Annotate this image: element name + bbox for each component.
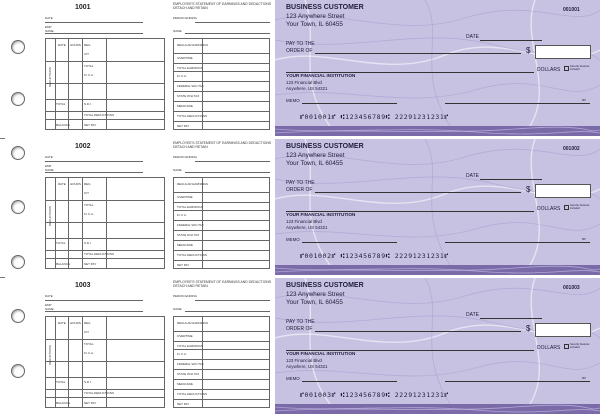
- state-label: STATE W/H TAX: [177, 372, 200, 376]
- medicare-label: MEDICARE: [177, 243, 193, 247]
- overtime-label: OVERTIME: [177, 195, 193, 199]
- padlock-icon: [564, 66, 569, 71]
- total-label: TOTAL: [84, 64, 94, 68]
- check-number: 001003: [563, 285, 580, 291]
- stub-number: 1001: [75, 4, 91, 11]
- amount-field[interactable]: [535, 45, 591, 59]
- overtime-label: OVERTIME: [177, 56, 193, 60]
- net-pay-label: NET PAY: [177, 124, 190, 128]
- business-address-line1: 123 Anywhere Street: [286, 291, 345, 298]
- form-line: [195, 300, 270, 301]
- grid-divider: [46, 222, 164, 223]
- grid-divider: [46, 389, 164, 390]
- perforation-band: [275, 265, 600, 275]
- perforation-mark: [0, 277, 5, 278]
- grid-divider: [174, 91, 269, 92]
- grid-divider: [82, 178, 83, 268]
- form-line: [195, 22, 270, 23]
- grid-divider: [174, 379, 269, 380]
- grid-divider: [46, 258, 164, 259]
- fica-label: F.I.C.A.: [84, 212, 94, 216]
- total-deductions-label: TOTAL DEDUCTIONS: [84, 391, 114, 395]
- grid-divider: [174, 369, 269, 370]
- emp-label: EMP: [45, 303, 52, 307]
- grid-divider: [174, 220, 269, 221]
- security-features-text: Security features included: [570, 204, 590, 210]
- net-pay-label: NET PAY: [84, 123, 97, 127]
- date-field[interactable]: [480, 40, 542, 41]
- regular-earnings-label: REGULAR EARNINGS: [177, 43, 209, 47]
- form-line: [45, 33, 143, 34]
- dollar-sign: $: [526, 46, 531, 55]
- earnings-grid: [45, 177, 165, 269]
- total-label: TOTAL: [84, 203, 94, 207]
- ot-label: O/T: [84, 330, 89, 334]
- net-pay-label: NET PAY: [177, 263, 190, 267]
- total-earnings-label: TOTAL EARNINGS: [177, 66, 203, 70]
- business-name: BUSINESS CUSTOMER: [286, 282, 364, 289]
- dollars-label: DOLLARS: [537, 345, 561, 351]
- total-earnings-label: TOTAL EARNINGS: [177, 344, 203, 348]
- band-texture: [275, 265, 600, 275]
- pay-to-label: PAY TO THE: [286, 319, 315, 325]
- date-label: DATE: [45, 16, 53, 20]
- order-of-label: ORDER OF: [286, 326, 313, 332]
- sdi-label: S.D.I.: [84, 380, 92, 384]
- bank-address-line1: 123 Financial Blvd: [286, 80, 322, 85]
- signature-field[interactable]: [445, 242, 590, 243]
- micr-line: ⑈001002⑈ ⑆123456789⑆ 22291231231⑈: [300, 252, 449, 260]
- business-name: BUSINESS CUSTOMER: [286, 4, 364, 11]
- hours-label: HOURS: [70, 321, 81, 325]
- deductions-grid: [173, 38, 270, 130]
- stub-title: EMPLOYEE'S STATEMENT OF EARNINGS AND DEDUCTIONS DETACH AND RETAIN: [173, 141, 272, 149]
- dollar-sign: $: [526, 185, 531, 194]
- mp-label: MP: [582, 99, 586, 102]
- total-label: TOTAL: [56, 102, 66, 106]
- total-label: TOTAL: [84, 342, 94, 346]
- hours-label: HOURS: [70, 43, 81, 47]
- bank-address-line1: 123 Financial Blvd: [286, 358, 322, 363]
- rate-label: RATE: [58, 43, 66, 47]
- business-address-line1: 123 Anywhere Street: [286, 152, 345, 159]
- grid-divider: [174, 389, 269, 390]
- net-pay-label: NET PAY: [177, 402, 190, 406]
- name-label: NAME: [45, 168, 54, 172]
- grid-divider: [174, 192, 269, 193]
- order-of-label: ORDER OF: [286, 48, 313, 54]
- perforation-band: [275, 126, 600, 136]
- grid-divider: [55, 39, 56, 129]
- balance-label: BALANCE: [56, 123, 71, 127]
- medicare-label: MEDICARE: [177, 382, 193, 386]
- business-address-line2: Your Town, IL 60455: [286, 21, 343, 28]
- grid-divider: [174, 210, 269, 211]
- security-features-text: Security features included: [570, 343, 590, 349]
- bank-address-line2: Anywhere, US 54321: [286, 225, 328, 230]
- dollars-label: DOLLARS: [537, 67, 561, 73]
- grid-divider: [46, 250, 164, 251]
- state-label: STATE W/H TAX: [177, 94, 200, 98]
- name-label: NAME: [45, 307, 54, 311]
- ot-label: O/T: [84, 191, 89, 195]
- period-ending-label: PERIOD ENDING: [173, 155, 198, 159]
- total-label: TOTAL: [56, 380, 66, 384]
- form-line: [45, 22, 143, 23]
- grid-divider: [46, 361, 164, 362]
- grid-divider: [55, 178, 56, 268]
- emp-label: EMP: [45, 25, 52, 29]
- fica-label: F.I.C.A.: [177, 352, 187, 356]
- total-deductions-label: TOTAL DEDUCTIONS: [177, 392, 207, 396]
- bank-address-line1: 123 Financial Blvd: [286, 219, 322, 224]
- grid-divider: [174, 53, 269, 54]
- dollars-label: DOLLARS: [537, 206, 561, 212]
- grid-divider: [174, 101, 269, 102]
- binder-hole-icon: [11, 40, 25, 54]
- form-line: [45, 172, 143, 173]
- order-of-label: ORDER OF: [286, 187, 313, 193]
- business-name: BUSINESS CUSTOMER: [286, 143, 364, 150]
- micr-line: ⑈001001⑈ ⑆123456789⑆ 22291231231⑈: [300, 113, 449, 121]
- payee-field[interactable]: [315, 53, 521, 54]
- date-field[interactable]: [480, 179, 542, 180]
- net-pay-label: NET PAY: [84, 401, 97, 405]
- form-line: [45, 311, 143, 312]
- deductions-vertical-label: DEDUCTIONS: [48, 345, 52, 365]
- grid-divider: [174, 63, 269, 64]
- business-address-line2: Your Town, IL 60455: [286, 160, 343, 167]
- federal-label: FEDERAL W/H TAX: [177, 362, 204, 366]
- sdi-label: S.D.I.: [84, 241, 92, 245]
- security-features-text: Security features included: [570, 65, 590, 71]
- form-line: [185, 311, 270, 312]
- amount-field[interactable]: [535, 184, 591, 198]
- rate-label: RATE: [58, 182, 66, 186]
- amount-field[interactable]: [535, 323, 591, 337]
- grid-divider: [68, 317, 69, 407]
- hours-label: HOURS: [70, 182, 81, 186]
- memo-label: MEMO: [286, 376, 300, 381]
- grid-divider: [174, 331, 269, 332]
- grid-divider: [46, 119, 164, 120]
- mp-label: MP: [582, 377, 586, 380]
- band-texture: [275, 126, 600, 136]
- padlock-icon: [564, 344, 569, 349]
- binder-hole-icon: [11, 255, 25, 269]
- reg-label: REG: [84, 321, 91, 325]
- binder-hole-icon: [11, 92, 25, 106]
- total-deductions-label: TOTAL DEDUCTIONS: [177, 253, 207, 257]
- grid-divider: [55, 317, 56, 407]
- name-label: NAME: [173, 29, 182, 33]
- form-line: [195, 161, 270, 162]
- grid-divider: [174, 121, 269, 122]
- bank-address-line2: Anywhere, US 54321: [286, 86, 328, 91]
- federal-label: FEDERAL W/H TAX: [177, 223, 204, 227]
- deductions-grid: [173, 316, 270, 408]
- grid-divider: [174, 341, 269, 342]
- balance-label: BALANCE: [56, 262, 71, 266]
- micr-line: ⑈001003⑈ ⑆123456789⑆ 22291231231⑈: [300, 391, 449, 399]
- signature-field[interactable]: [445, 381, 590, 382]
- band-texture: [275, 404, 600, 414]
- grid-divider: [68, 178, 69, 268]
- ot-label: O/T: [84, 52, 89, 56]
- perforation-mark: [0, 138, 5, 139]
- grid-divider: [46, 61, 164, 62]
- form-line: [185, 172, 270, 173]
- grid-divider: [174, 81, 269, 82]
- date-label: DATE: [466, 173, 479, 179]
- form-line: [185, 33, 270, 34]
- business-address-line2: Your Town, IL 60455: [286, 299, 343, 306]
- grid-divider: [174, 359, 269, 360]
- earnings-grid: [45, 38, 165, 130]
- grid-divider: [174, 399, 269, 400]
- earnings-grid: [45, 316, 165, 408]
- grid-divider: [46, 99, 164, 100]
- grid-divider: [46, 339, 164, 340]
- overtime-label: OVERTIME: [177, 334, 193, 338]
- memo-field[interactable]: [302, 381, 397, 382]
- business-address-line1: 123 Anywhere Street: [286, 13, 345, 20]
- deductions-vertical-label: DEDUCTIONS: [48, 67, 52, 87]
- grid-divider: [46, 83, 164, 84]
- rate-label: RATE: [58, 321, 66, 325]
- total-deductions-label: TOTAL DEDUCTIONS: [84, 252, 114, 256]
- perforation-band: [275, 404, 600, 414]
- grid-divider: [46, 111, 164, 112]
- grid-divider: [68, 39, 69, 129]
- check-number: 001002: [563, 146, 580, 152]
- check: [275, 278, 600, 404]
- check-number: 001001: [563, 7, 580, 13]
- fica-label: F.I.C.A.: [177, 74, 187, 78]
- grid-divider: [174, 349, 269, 350]
- pay-to-label: PAY TO THE: [286, 180, 315, 186]
- fica-label: F.I.C.A.: [84, 73, 94, 77]
- reg-label: REG: [84, 182, 91, 186]
- total-label: TOTAL: [56, 241, 66, 245]
- state-label: STATE W/H TAX: [177, 233, 200, 237]
- payee-field[interactable]: [315, 331, 521, 332]
- dollar-sign: $: [526, 324, 531, 333]
- signature-field[interactable]: [445, 103, 590, 104]
- bank-name: YOUR FINANCIAL INSTITUTION: [286, 212, 356, 217]
- grid-divider: [174, 71, 269, 72]
- date-label: DATE: [45, 155, 53, 159]
- grid-divider: [46, 377, 164, 378]
- payee-field[interactable]: [315, 192, 521, 193]
- name-label: NAME: [173, 168, 182, 172]
- total-deductions-label: TOTAL DEDUCTIONS: [177, 114, 207, 118]
- binder-hole-icon: [11, 309, 25, 323]
- fica-label: F.I.C.A.: [84, 351, 94, 355]
- grid-divider: [174, 230, 269, 231]
- stub-number: 1002: [75, 143, 91, 150]
- total-deductions-label: TOTAL DEDUCTIONS: [84, 113, 114, 117]
- regular-earnings-label: REGULAR EARNINGS: [177, 182, 209, 186]
- grid-divider: [174, 202, 269, 203]
- reg-label: REG: [84, 43, 91, 47]
- check: [275, 139, 600, 265]
- grid-divider: [46, 200, 164, 201]
- mp-label: MP: [582, 238, 586, 241]
- earnings-stub: [30, 139, 273, 269]
- bank-address-line2: Anywhere, US 54321: [286, 364, 328, 369]
- grid-divider: [174, 111, 269, 112]
- grid-divider: [46, 238, 164, 239]
- emp-label: EMP: [45, 164, 52, 168]
- fica-label: F.I.C.A.: [177, 213, 187, 217]
- earnings-stub: [30, 278, 273, 408]
- net-pay-label: NET PAY: [84, 262, 97, 266]
- period-ending-label: PERIOD ENDING: [173, 16, 198, 20]
- medicare-label: MEDICARE: [177, 104, 193, 108]
- name-label: NAME: [45, 29, 54, 33]
- binder-hole-icon: [11, 200, 25, 214]
- period-ending-label: PERIOD ENDING: [173, 294, 198, 298]
- date-label: DATE: [45, 294, 53, 298]
- sdi-label: S.D.I.: [84, 102, 92, 106]
- date-label: DATE: [466, 34, 479, 40]
- regular-earnings-label: REGULAR EARNINGS: [177, 321, 209, 325]
- check: [275, 0, 600, 126]
- memo-field[interactable]: [302, 103, 397, 104]
- grid-divider: [46, 397, 164, 398]
- grid-divider: [174, 240, 269, 241]
- date-label: DATE: [466, 312, 479, 318]
- binder-hole-icon: [11, 146, 25, 160]
- deductions-grid: [173, 177, 270, 269]
- grid-divider: [174, 250, 269, 251]
- grid-divider: [82, 39, 83, 129]
- stub-title: EMPLOYEE'S STATEMENT OF EARNINGS AND DEDUCTIONS DETACH AND RETAIN: [173, 280, 272, 288]
- balance-label: BALANCE: [56, 401, 71, 405]
- grid-divider: [174, 260, 269, 261]
- memo-field[interactable]: [302, 242, 397, 243]
- earnings-stub: [30, 0, 273, 130]
- bank-name: YOUR FINANCIAL INSTITUTION: [286, 73, 356, 78]
- form-line: [45, 161, 143, 162]
- name-label: NAME: [173, 307, 182, 311]
- bank-name: YOUR FINANCIAL INSTITUTION: [286, 351, 356, 356]
- stub-number: 1003: [75, 282, 91, 289]
- stub-title: EMPLOYEE'S STATEMENT OF EARNINGS AND DEDUCTIONS DETACH AND RETAIN: [173, 2, 272, 10]
- deductions-vertical-label: DEDUCTIONS: [48, 206, 52, 226]
- total-earnings-label: TOTAL EARNINGS: [177, 205, 203, 209]
- form-line: [45, 300, 143, 301]
- memo-label: MEMO: [286, 237, 300, 242]
- date-field[interactable]: [480, 318, 542, 319]
- binder-hole-icon: [11, 364, 25, 378]
- padlock-icon: [564, 205, 569, 210]
- grid-divider: [82, 317, 83, 407]
- federal-label: FEDERAL W/H TAX: [177, 84, 204, 88]
- pay-to-label: PAY TO THE: [286, 41, 315, 47]
- memo-label: MEMO: [286, 98, 300, 103]
